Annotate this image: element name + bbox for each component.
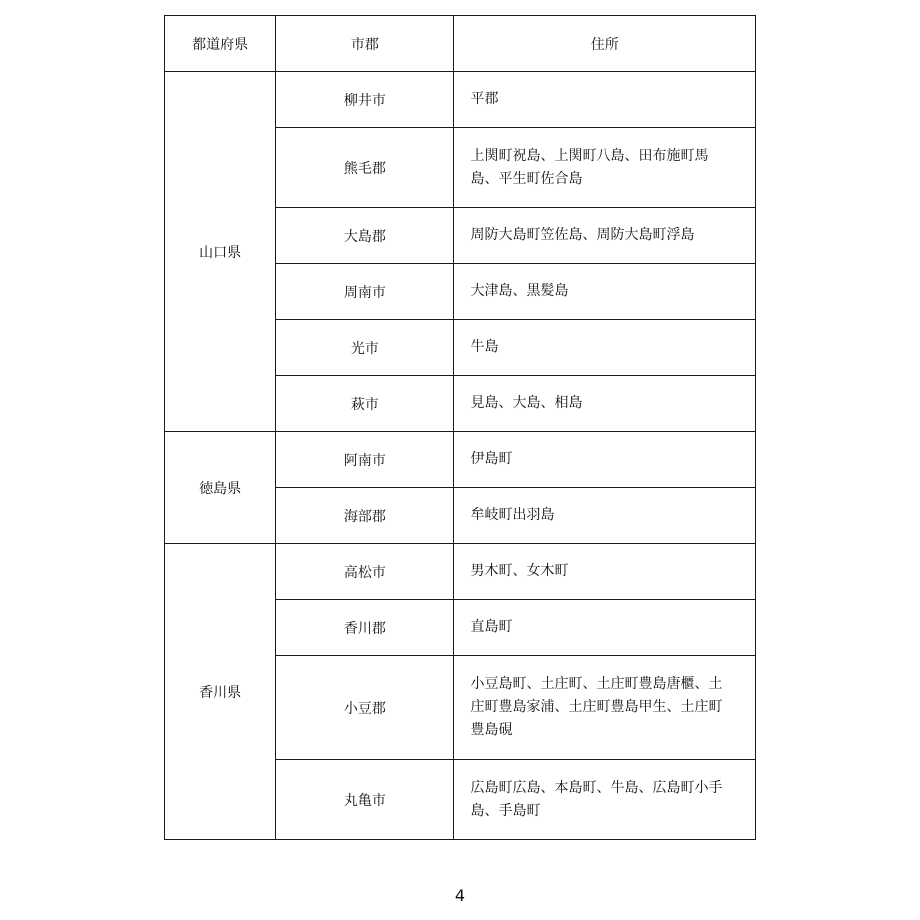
table-row [165, 72, 756, 128]
address-cell: 見島、大島、相島 [454, 376, 756, 432]
header-prefecture: 都道府県 [165, 16, 276, 72]
header-city: 市郡 [276, 16, 454, 72]
city-cell: 光市 [276, 320, 454, 376]
address-cell: 牛島 [454, 320, 756, 376]
city-cell: 海部郡 [276, 488, 454, 544]
prefecture-cell-kagawa: 香川県 [165, 544, 276, 840]
address-cell: 広島町広島、本島町、牛島、広島町小手島、手島町 [454, 760, 756, 840]
prefecture-cell-yamaguchi: 山口県 [165, 72, 276, 432]
address-cell: 周防大島町笠佐島、周防大島町浮島 [454, 208, 756, 264]
city-cell: 高松市 [276, 544, 454, 600]
address-cell: 直島町 [454, 600, 756, 656]
address-cell: 牟岐町出羽島 [454, 488, 756, 544]
header-address: 住所 [454, 16, 756, 72]
address-cell: 上関町祝島、上関町八島、田布施町馬島、平生町佐合島 [454, 128, 756, 208]
address-cell: 伊島町 [454, 432, 756, 488]
address-cell: 平郡 [454, 72, 756, 128]
city-cell: 柳井市 [276, 72, 454, 128]
city-cell: 萩市 [276, 376, 454, 432]
table-row [165, 432, 756, 488]
address-cell: 小豆島町、土庄町、土庄町豊島唐櫃、土庄町豊島家浦、土庄町豊島甲生、土庄町豊島硯 [454, 656, 756, 760]
city-cell: 丸亀市 [276, 760, 454, 840]
city-cell: 小豆郡 [276, 656, 454, 760]
table-header-row [165, 16, 756, 72]
city-cell: 周南市 [276, 264, 454, 320]
islands-address-table [164, 15, 756, 840]
address-cell: 大津島、黒髪島 [454, 264, 756, 320]
city-cell: 香川郡 [276, 600, 454, 656]
address-cell: 男木町、女木町 [454, 544, 756, 600]
city-cell: 大島郡 [276, 208, 454, 264]
page-number: 4 [454, 886, 466, 905]
city-cell: 阿南市 [276, 432, 454, 488]
table-row [165, 544, 756, 600]
prefecture-cell-tokushima: 徳島県 [165, 432, 276, 544]
city-cell: 熊毛郡 [276, 128, 454, 208]
